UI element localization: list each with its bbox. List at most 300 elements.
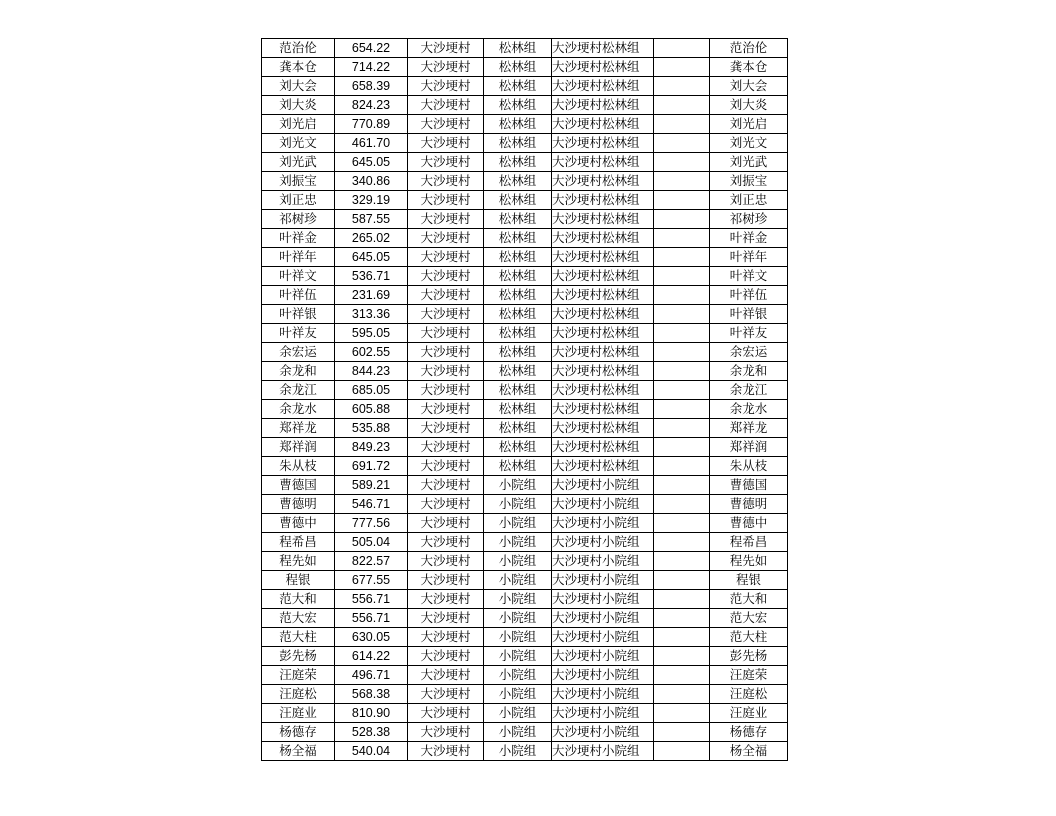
signature-name-cell: 曹德中 bbox=[710, 514, 788, 533]
owner-name-cell: 余龙江 bbox=[262, 381, 335, 400]
area-value-cell: 810.90 bbox=[335, 704, 408, 723]
table-row bbox=[262, 609, 788, 628]
signature-name-cell: 叶祥金 bbox=[710, 229, 788, 248]
area-value-cell: 505.04 bbox=[335, 533, 408, 552]
table-row bbox=[262, 457, 788, 476]
table-row bbox=[262, 628, 788, 647]
owner-name-cell: 杨全福 bbox=[262, 742, 335, 761]
blank-cell bbox=[654, 343, 710, 362]
group-cell: 小院组 bbox=[484, 514, 552, 533]
village-cell: 大沙埂村 bbox=[408, 552, 484, 571]
village-cell: 大沙埂村 bbox=[408, 58, 484, 77]
group-cell: 松林组 bbox=[484, 153, 552, 172]
signature-name-cell: 叶祥伍 bbox=[710, 286, 788, 305]
village-cell: 大沙埂村 bbox=[408, 210, 484, 229]
village-cell: 大沙埂村 bbox=[408, 172, 484, 191]
location-cell: 大沙埂村小院组 bbox=[552, 476, 654, 495]
blank-cell bbox=[654, 267, 710, 286]
table-row bbox=[262, 229, 788, 248]
area-value-cell: 645.05 bbox=[335, 153, 408, 172]
area-value-cell: 677.55 bbox=[335, 571, 408, 590]
owner-name-cell: 汪庭荣 bbox=[262, 666, 335, 685]
area-value-cell: 605.88 bbox=[335, 400, 408, 419]
table-row bbox=[262, 438, 788, 457]
owner-name-cell: 余龙水 bbox=[262, 400, 335, 419]
group-cell: 松林组 bbox=[484, 96, 552, 115]
signature-name-cell: 刘大会 bbox=[710, 77, 788, 96]
owner-name-cell: 祁树珍 bbox=[262, 210, 335, 229]
owner-name-cell: 余宏运 bbox=[262, 343, 335, 362]
signature-name-cell: 刘光文 bbox=[710, 134, 788, 153]
signature-name-cell: 程银 bbox=[710, 571, 788, 590]
table-row bbox=[262, 191, 788, 210]
area-value-cell: 770.89 bbox=[335, 115, 408, 134]
location-cell: 大沙埂村松林组 bbox=[552, 210, 654, 229]
village-cell: 大沙埂村 bbox=[408, 609, 484, 628]
blank-cell bbox=[654, 704, 710, 723]
location-cell: 大沙埂村松林组 bbox=[552, 324, 654, 343]
location-cell: 大沙埂村松林组 bbox=[552, 58, 654, 77]
village-cell: 大沙埂村 bbox=[408, 324, 484, 343]
village-cell: 大沙埂村 bbox=[408, 533, 484, 552]
owner-name-cell: 叶祥友 bbox=[262, 324, 335, 343]
group-cell: 松林组 bbox=[484, 419, 552, 438]
blank-cell bbox=[654, 58, 710, 77]
village-cell: 大沙埂村 bbox=[408, 362, 484, 381]
location-cell: 大沙埂村小院组 bbox=[552, 609, 654, 628]
signature-name-cell: 曹德国 bbox=[710, 476, 788, 495]
signature-name-cell: 范大柱 bbox=[710, 628, 788, 647]
blank-cell bbox=[654, 723, 710, 742]
blank-cell bbox=[654, 39, 710, 58]
blank-cell bbox=[654, 685, 710, 704]
group-cell: 小院组 bbox=[484, 476, 552, 495]
area-value-cell: 844.23 bbox=[335, 362, 408, 381]
table-row bbox=[262, 685, 788, 704]
location-cell: 大沙埂村小院组 bbox=[552, 514, 654, 533]
area-value-cell: 654.22 bbox=[335, 39, 408, 58]
group-cell: 小院组 bbox=[484, 647, 552, 666]
owner-name-cell: 曹德国 bbox=[262, 476, 335, 495]
table-row bbox=[262, 153, 788, 172]
signature-name-cell: 余宏运 bbox=[710, 343, 788, 362]
location-cell: 大沙埂村松林组 bbox=[552, 39, 654, 58]
table-row bbox=[262, 286, 788, 305]
signature-name-cell: 范大和 bbox=[710, 590, 788, 609]
village-cell: 大沙埂村 bbox=[408, 229, 484, 248]
table-row bbox=[262, 590, 788, 609]
owner-name-cell: 朱从枝 bbox=[262, 457, 335, 476]
village-cell: 大沙埂村 bbox=[408, 666, 484, 685]
village-cell: 大沙埂村 bbox=[408, 628, 484, 647]
area-value-cell: 556.71 bbox=[335, 609, 408, 628]
area-value-cell: 536.71 bbox=[335, 267, 408, 286]
blank-cell bbox=[654, 742, 710, 761]
table-row bbox=[262, 134, 788, 153]
owner-name-cell: 郑祥龙 bbox=[262, 419, 335, 438]
group-cell: 松林组 bbox=[484, 324, 552, 343]
area-value-cell: 587.55 bbox=[335, 210, 408, 229]
blank-cell bbox=[654, 419, 710, 438]
location-cell: 大沙埂村松林组 bbox=[552, 229, 654, 248]
location-cell: 大沙埂村松林组 bbox=[552, 248, 654, 267]
signature-name-cell: 杨德存 bbox=[710, 723, 788, 742]
owner-name-cell: 余龙和 bbox=[262, 362, 335, 381]
location-cell: 大沙埂村小院组 bbox=[552, 552, 654, 571]
location-cell: 大沙埂村小院组 bbox=[552, 685, 654, 704]
location-cell: 大沙埂村松林组 bbox=[552, 267, 654, 286]
location-cell: 大沙埂村小院组 bbox=[552, 723, 654, 742]
village-cell: 大沙埂村 bbox=[408, 647, 484, 666]
signature-name-cell: 杨全福 bbox=[710, 742, 788, 761]
village-cell: 大沙埂村 bbox=[408, 96, 484, 115]
owner-name-cell: 刘大炎 bbox=[262, 96, 335, 115]
location-cell: 大沙埂村松林组 bbox=[552, 115, 654, 134]
blank-cell bbox=[654, 324, 710, 343]
location-cell: 大沙埂村松林组 bbox=[552, 172, 654, 191]
signature-name-cell: 彭先杨 bbox=[710, 647, 788, 666]
signature-name-cell: 刘振宝 bbox=[710, 172, 788, 191]
location-cell: 大沙埂村小院组 bbox=[552, 666, 654, 685]
location-cell: 大沙埂村松林组 bbox=[552, 419, 654, 438]
area-value-cell: 614.22 bbox=[335, 647, 408, 666]
signature-name-cell: 刘光启 bbox=[710, 115, 788, 134]
area-value-cell: 645.05 bbox=[335, 248, 408, 267]
table-row bbox=[262, 210, 788, 229]
group-cell: 小院组 bbox=[484, 628, 552, 647]
owner-name-cell: 范大柱 bbox=[262, 628, 335, 647]
location-cell: 大沙埂村松林组 bbox=[552, 400, 654, 419]
signature-name-cell: 余龙水 bbox=[710, 400, 788, 419]
owner-name-cell: 程希昌 bbox=[262, 533, 335, 552]
area-value-cell: 822.57 bbox=[335, 552, 408, 571]
table-row bbox=[262, 495, 788, 514]
table-row bbox=[262, 704, 788, 723]
signature-name-cell: 余龙江 bbox=[710, 381, 788, 400]
blank-cell bbox=[654, 590, 710, 609]
signature-name-cell: 朱从枝 bbox=[710, 457, 788, 476]
village-cell: 大沙埂村 bbox=[408, 115, 484, 134]
table-row bbox=[262, 305, 788, 324]
owner-name-cell: 刘光武 bbox=[262, 153, 335, 172]
group-cell: 松林组 bbox=[484, 58, 552, 77]
table-row bbox=[262, 343, 788, 362]
blank-cell bbox=[654, 476, 710, 495]
blank-cell bbox=[654, 96, 710, 115]
table-row bbox=[262, 248, 788, 267]
village-cell: 大沙埂村 bbox=[408, 381, 484, 400]
area-value-cell: 546.71 bbox=[335, 495, 408, 514]
location-cell: 大沙埂村小院组 bbox=[552, 628, 654, 647]
area-value-cell: 685.05 bbox=[335, 381, 408, 400]
table-row bbox=[262, 666, 788, 685]
village-cell: 大沙埂村 bbox=[408, 723, 484, 742]
signature-name-cell: 叶祥友 bbox=[710, 324, 788, 343]
group-cell: 松林组 bbox=[484, 172, 552, 191]
table-row bbox=[262, 400, 788, 419]
blank-cell bbox=[654, 115, 710, 134]
signature-name-cell: 汪庭业 bbox=[710, 704, 788, 723]
table-row bbox=[262, 267, 788, 286]
blank-cell bbox=[654, 666, 710, 685]
owner-name-cell: 刘光启 bbox=[262, 115, 335, 134]
owner-name-cell: 刘大会 bbox=[262, 77, 335, 96]
group-cell: 松林组 bbox=[484, 267, 552, 286]
area-value-cell: 849.23 bbox=[335, 438, 408, 457]
group-cell: 小院组 bbox=[484, 609, 552, 628]
group-cell: 小院组 bbox=[484, 590, 552, 609]
signature-name-cell: 刘光武 bbox=[710, 153, 788, 172]
blank-cell bbox=[654, 381, 710, 400]
signature-name-cell: 郑祥润 bbox=[710, 438, 788, 457]
area-value-cell: 602.55 bbox=[335, 343, 408, 362]
area-value-cell: 461.70 bbox=[335, 134, 408, 153]
blank-cell bbox=[654, 571, 710, 590]
location-cell: 大沙埂村松林组 bbox=[552, 362, 654, 381]
signature-name-cell: 叶祥银 bbox=[710, 305, 788, 324]
table-row bbox=[262, 381, 788, 400]
table-row bbox=[262, 96, 788, 115]
table-row bbox=[262, 58, 788, 77]
location-cell: 大沙埂村松林组 bbox=[552, 191, 654, 210]
location-cell: 大沙埂村小院组 bbox=[552, 495, 654, 514]
location-cell: 大沙埂村小院组 bbox=[552, 533, 654, 552]
household-table bbox=[261, 38, 788, 761]
owner-name-cell: 彭先杨 bbox=[262, 647, 335, 666]
village-cell: 大沙埂村 bbox=[408, 267, 484, 286]
location-cell: 大沙埂村小院组 bbox=[552, 742, 654, 761]
owner-name-cell: 郑祥润 bbox=[262, 438, 335, 457]
village-cell: 大沙埂村 bbox=[408, 742, 484, 761]
village-cell: 大沙埂村 bbox=[408, 495, 484, 514]
blank-cell bbox=[654, 77, 710, 96]
blank-cell bbox=[654, 191, 710, 210]
village-cell: 大沙埂村 bbox=[408, 704, 484, 723]
village-cell: 大沙埂村 bbox=[408, 571, 484, 590]
location-cell: 大沙埂村松林组 bbox=[552, 343, 654, 362]
table-row bbox=[262, 533, 788, 552]
group-cell: 松林组 bbox=[484, 286, 552, 305]
owner-name-cell: 叶祥年 bbox=[262, 248, 335, 267]
village-cell: 大沙埂村 bbox=[408, 590, 484, 609]
blank-cell bbox=[654, 286, 710, 305]
owner-name-cell: 汪庭松 bbox=[262, 685, 335, 704]
location-cell: 大沙埂村松林组 bbox=[552, 134, 654, 153]
group-cell: 松林组 bbox=[484, 191, 552, 210]
table-row bbox=[262, 476, 788, 495]
location-cell: 大沙埂村小院组 bbox=[552, 647, 654, 666]
group-cell: 松林组 bbox=[484, 381, 552, 400]
blank-cell bbox=[654, 514, 710, 533]
location-cell: 大沙埂村小院组 bbox=[552, 571, 654, 590]
group-cell: 小院组 bbox=[484, 742, 552, 761]
owner-name-cell: 叶祥金 bbox=[262, 229, 335, 248]
group-cell: 松林组 bbox=[484, 305, 552, 324]
location-cell: 大沙埂村松林组 bbox=[552, 305, 654, 324]
blank-cell bbox=[654, 609, 710, 628]
area-value-cell: 340.86 bbox=[335, 172, 408, 191]
village-cell: 大沙埂村 bbox=[408, 457, 484, 476]
owner-name-cell: 刘振宝 bbox=[262, 172, 335, 191]
blank-cell bbox=[654, 134, 710, 153]
area-value-cell: 658.39 bbox=[335, 77, 408, 96]
area-value-cell: 313.36 bbox=[335, 305, 408, 324]
village-cell: 大沙埂村 bbox=[408, 191, 484, 210]
owner-name-cell: 范大宏 bbox=[262, 609, 335, 628]
blank-cell bbox=[654, 628, 710, 647]
village-cell: 大沙埂村 bbox=[408, 286, 484, 305]
blank-cell bbox=[654, 248, 710, 267]
owner-name-cell: 叶祥文 bbox=[262, 267, 335, 286]
group-cell: 小院组 bbox=[484, 666, 552, 685]
village-cell: 大沙埂村 bbox=[408, 153, 484, 172]
area-value-cell: 265.02 bbox=[335, 229, 408, 248]
group-cell: 松林组 bbox=[484, 400, 552, 419]
owner-name-cell: 程先如 bbox=[262, 552, 335, 571]
blank-cell bbox=[654, 400, 710, 419]
group-cell: 小院组 bbox=[484, 723, 552, 742]
owner-name-cell: 曹德中 bbox=[262, 514, 335, 533]
signature-name-cell: 范大宏 bbox=[710, 609, 788, 628]
blank-cell bbox=[654, 533, 710, 552]
owner-name-cell: 范治伦 bbox=[262, 39, 335, 58]
signature-name-cell: 叶祥文 bbox=[710, 267, 788, 286]
village-cell: 大沙埂村 bbox=[408, 476, 484, 495]
table-row bbox=[262, 172, 788, 191]
group-cell: 松林组 bbox=[484, 77, 552, 96]
group-cell: 小院组 bbox=[484, 571, 552, 590]
area-value-cell: 329.19 bbox=[335, 191, 408, 210]
location-cell: 大沙埂村松林组 bbox=[552, 438, 654, 457]
signature-name-cell: 曹德明 bbox=[710, 495, 788, 514]
area-value-cell: 630.05 bbox=[335, 628, 408, 647]
group-cell: 松林组 bbox=[484, 438, 552, 457]
group-cell: 小院组 bbox=[484, 704, 552, 723]
area-value-cell: 496.71 bbox=[335, 666, 408, 685]
location-cell: 大沙埂村松林组 bbox=[552, 381, 654, 400]
table-row bbox=[262, 723, 788, 742]
table-row bbox=[262, 115, 788, 134]
blank-cell bbox=[654, 362, 710, 381]
village-cell: 大沙埂村 bbox=[408, 514, 484, 533]
owner-name-cell: 范大和 bbox=[262, 590, 335, 609]
signature-name-cell: 程先如 bbox=[710, 552, 788, 571]
blank-cell bbox=[654, 552, 710, 571]
village-cell: 大沙埂村 bbox=[408, 305, 484, 324]
owner-name-cell: 刘正忠 bbox=[262, 191, 335, 210]
table-body bbox=[262, 39, 788, 761]
table-row bbox=[262, 419, 788, 438]
area-value-cell: 231.69 bbox=[335, 286, 408, 305]
signature-name-cell: 叶祥年 bbox=[710, 248, 788, 267]
owner-name-cell: 龚本仓 bbox=[262, 58, 335, 77]
area-value-cell: 568.38 bbox=[335, 685, 408, 704]
table-row bbox=[262, 552, 788, 571]
signature-name-cell: 汪庭荣 bbox=[710, 666, 788, 685]
village-cell: 大沙埂村 bbox=[408, 419, 484, 438]
blank-cell bbox=[654, 438, 710, 457]
blank-cell bbox=[654, 153, 710, 172]
signature-name-cell: 汪庭松 bbox=[710, 685, 788, 704]
table-row bbox=[262, 647, 788, 666]
blank-cell bbox=[654, 210, 710, 229]
signature-name-cell: 范治伦 bbox=[710, 39, 788, 58]
owner-name-cell: 叶祥伍 bbox=[262, 286, 335, 305]
group-cell: 松林组 bbox=[484, 248, 552, 267]
area-value-cell: 595.05 bbox=[335, 324, 408, 343]
signature-name-cell: 龚本仓 bbox=[710, 58, 788, 77]
signature-name-cell: 刘大炎 bbox=[710, 96, 788, 115]
owner-name-cell: 程银 bbox=[262, 571, 335, 590]
signature-name-cell: 刘正忠 bbox=[710, 191, 788, 210]
location-cell: 大沙埂村小院组 bbox=[552, 704, 654, 723]
group-cell: 小院组 bbox=[484, 533, 552, 552]
area-value-cell: 556.71 bbox=[335, 590, 408, 609]
area-value-cell: 528.38 bbox=[335, 723, 408, 742]
group-cell: 小院组 bbox=[484, 552, 552, 571]
area-value-cell: 589.21 bbox=[335, 476, 408, 495]
group-cell: 松林组 bbox=[484, 229, 552, 248]
table-row bbox=[262, 324, 788, 343]
area-value-cell: 540.04 bbox=[335, 742, 408, 761]
group-cell: 松林组 bbox=[484, 210, 552, 229]
location-cell: 大沙埂村小院组 bbox=[552, 590, 654, 609]
group-cell: 小院组 bbox=[484, 495, 552, 514]
area-value-cell: 535.88 bbox=[335, 419, 408, 438]
blank-cell bbox=[654, 495, 710, 514]
table-row bbox=[262, 362, 788, 381]
owner-name-cell: 刘光文 bbox=[262, 134, 335, 153]
village-cell: 大沙埂村 bbox=[408, 248, 484, 267]
table-row bbox=[262, 571, 788, 590]
group-cell: 松林组 bbox=[484, 115, 552, 134]
blank-cell bbox=[654, 457, 710, 476]
area-value-cell: 691.72 bbox=[335, 457, 408, 476]
blank-cell bbox=[654, 305, 710, 324]
owner-name-cell: 曹德明 bbox=[262, 495, 335, 514]
location-cell: 大沙埂村松林组 bbox=[552, 286, 654, 305]
location-cell: 大沙埂村松林组 bbox=[552, 77, 654, 96]
blank-cell bbox=[654, 647, 710, 666]
table-row bbox=[262, 514, 788, 533]
location-cell: 大沙埂村松林组 bbox=[552, 96, 654, 115]
owner-name-cell: 汪庭业 bbox=[262, 704, 335, 723]
village-cell: 大沙埂村 bbox=[408, 685, 484, 704]
location-cell: 大沙埂村松林组 bbox=[552, 457, 654, 476]
village-cell: 大沙埂村 bbox=[408, 438, 484, 457]
signature-name-cell: 郑祥龙 bbox=[710, 419, 788, 438]
village-cell: 大沙埂村 bbox=[408, 134, 484, 153]
owner-name-cell: 叶祥银 bbox=[262, 305, 335, 324]
table-row bbox=[262, 77, 788, 96]
group-cell: 松林组 bbox=[484, 343, 552, 362]
group-cell: 松林组 bbox=[484, 457, 552, 476]
village-cell: 大沙埂村 bbox=[408, 343, 484, 362]
village-cell: 大沙埂村 bbox=[408, 39, 484, 58]
group-cell: 松林组 bbox=[484, 362, 552, 381]
owner-name-cell: 杨德存 bbox=[262, 723, 335, 742]
document-page bbox=[261, 38, 788, 761]
village-cell: 大沙埂村 bbox=[408, 77, 484, 96]
area-value-cell: 824.23 bbox=[335, 96, 408, 115]
group-cell: 小院组 bbox=[484, 685, 552, 704]
blank-cell bbox=[654, 229, 710, 248]
group-cell: 松林组 bbox=[484, 39, 552, 58]
table-row bbox=[262, 742, 788, 761]
village-cell: 大沙埂村 bbox=[408, 400, 484, 419]
signature-name-cell: 程希昌 bbox=[710, 533, 788, 552]
area-value-cell: 714.22 bbox=[335, 58, 408, 77]
